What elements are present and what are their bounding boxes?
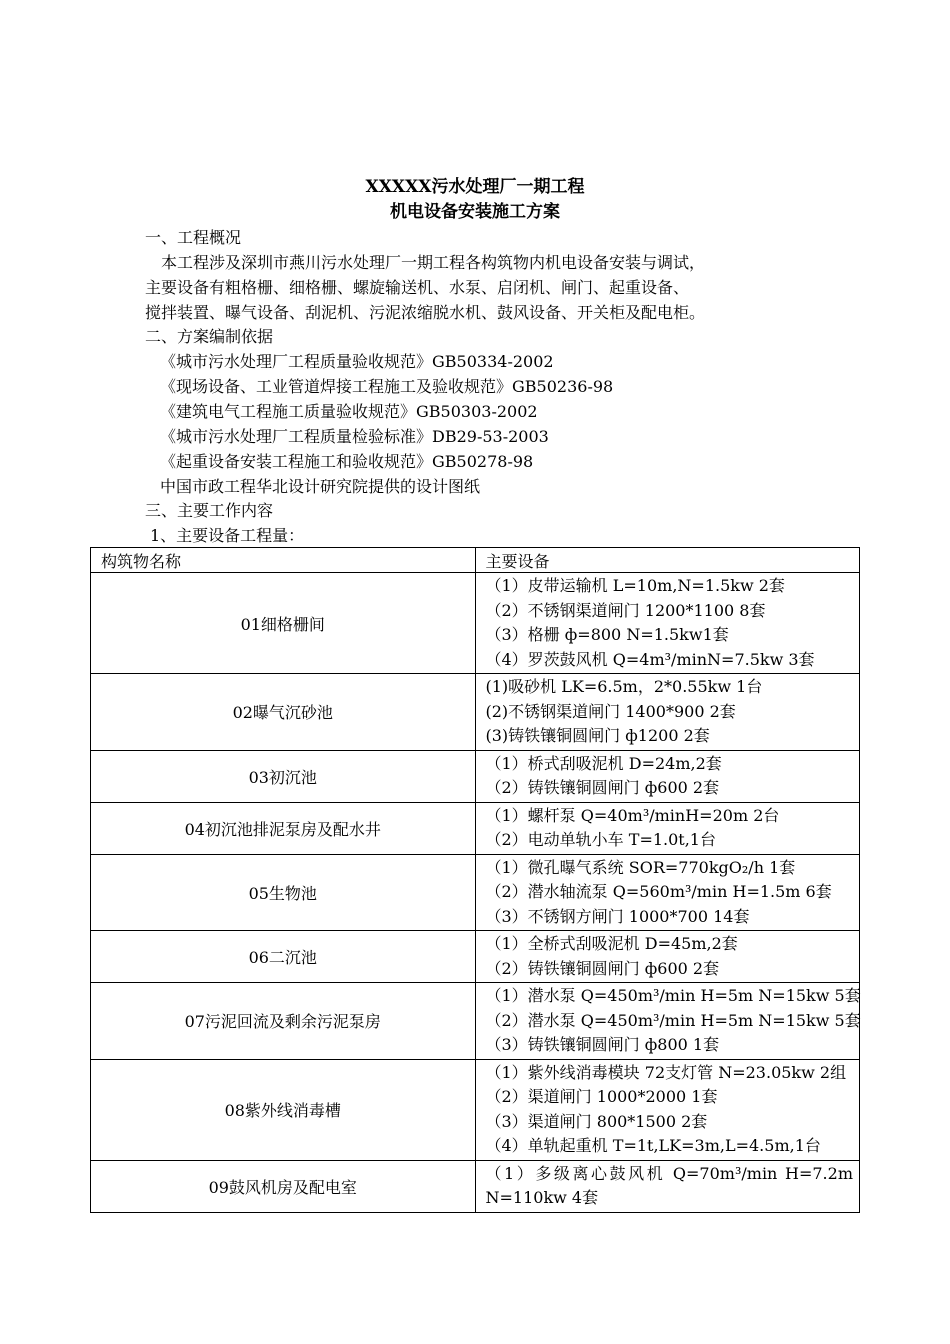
header-cell-equipment: 主要设备 [475,548,860,573]
structure-name: 09鼓风机房及配电室 [91,1160,476,1212]
structure-name: 03初沉池 [91,750,476,802]
equipment-list [475,573,860,674]
table-row [91,802,860,854]
overview-paragraph-line: 搅拌装置、曝气设备、刮泥机、污泥浓缩脱水机、鼓风设备、开关柜及配电柜。 [145,303,706,322]
table-row [91,983,860,1060]
reference-item: 《现场设备、工业管道焊接工程施工及验收规范》GB50236-98 [160,377,614,396]
equipment-item: （3）渠道闸门 800*1500 2套 [485,1111,708,1131]
document-title: XXXXX污水处理厂一期工程 [365,177,585,197]
equipment-list [475,1059,860,1160]
table-row [91,854,860,931]
equipment-list [475,983,860,1060]
table-row [91,573,860,674]
structure-name: 06二沉池 [91,931,476,983]
equipment-item: （3）铸铁镶铜圆闸门 ф800 1套 [485,1035,720,1054]
section-heading-work: 三、主要工作内容 [145,501,274,520]
structure-name: 01细格栅间 [91,573,476,674]
overview-paragraph-line: 本工程涉及深圳市燕川污水处理厂一期工程各构筑物内机电设备安装与调试， [161,253,706,272]
reference-item: 《城市污水处理厂工程质量检验标准》DB29-53-2003 [160,427,549,446]
header-cell-structure: 构筑物名称 [91,548,476,573]
reference-item: 《建筑电气工程施工质量验收规范》GB50303-2002 [160,402,538,421]
table-row [91,750,860,802]
equipment-item: （1）潜水泵 Q=450m³/min H=5m N=15kw 5套 [485,986,861,1005]
equipment-item: （2）潜水泵 Q=450m³/min H=5m N=15kw 5套 [485,1010,861,1030]
equipment-list [475,802,860,854]
equipment-item: （2）渠道闸门 1000*2000 1套 [485,1087,718,1106]
equipment-list [475,1160,860,1212]
equipment-list [475,854,860,931]
equipment-item: （1）桥式刮吸泥机 D=24m,2套 [485,753,722,773]
overview-paragraph-line: 主要设备有粗格栅、细格栅、螺旋输送机、水泵、启闭机、闸门、起重设备、 [145,278,690,297]
equipment-item: （2）潜水轴流泵 Q=560m³/min H=1.5m 6套 [485,882,832,901]
equipment-item: (3)铸铁镶铜圆闸门 ф1200 2套 [485,726,710,745]
equipment-list [475,750,860,802]
reference-item: 中国市政工程华北设计研究院提供的设计图纸 [160,477,481,496]
equipment-list [475,931,860,983]
structure-name: 07污泥回流及剩余污泥泵房 [91,983,476,1060]
table-header-row [91,548,860,573]
equipment-item: （4）单轨起重机 T=1t,LK=3m,L=4.5m,1台 [485,1136,821,1155]
equipment-list [475,674,860,751]
equipment-item: （1）微孔曝气系统 SOR=770kgO₂/h 1套 [485,857,796,877]
equipment-item: (2)不锈钢渠道闸门 1400*900 2套 [485,701,736,721]
structure-name: 08紫外线消毒槽 [91,1059,476,1160]
equipment-item: （2）不锈钢渠道闸门 1200*1100 8套 [485,600,766,620]
table-row [91,1059,860,1160]
table-row [91,674,860,751]
section-heading-basis: 二、方案编制依据 [145,327,274,346]
reference-item: 《起重设备安装工程施工和验收规范》GB50278-98 [160,452,534,471]
equipment-item: （1）多级离心鼓风机 Q=70m³/min H=7.2m N=110kw 4套 [485,1163,853,1207]
equipment-item: （1）皮带运输机 L=10m,N=1.5kw 2套 [485,576,785,595]
equipment-item: （3）不锈钢方闸门 1000*700 14套 [485,906,750,926]
structure-name: 02曝气沉砂池 [91,674,476,751]
equipment-item: (1)吸砂机 LK=6.5m，2*0.55kw 1台 [485,677,763,696]
reference-item: 《城市污水处理厂工程质量验收规范》GB50334-2002 [160,352,554,371]
structure-name: 04初沉池排泥泵房及配水井 [91,802,476,854]
structure-name: 05生物池 [91,854,476,931]
equipment-item: （1）紫外线消毒模块 72支灯管 N=23.05kw 2组 [485,1062,847,1082]
equipment-item: （4）罗茨鼓风机 Q=4m³/minN=7.5kw 3套 [485,649,815,669]
table-row [91,1160,860,1212]
equipment-item: （2）铸铁镶铜圆闸门 ф600 2套 [485,778,720,797]
table-row [91,931,860,983]
equipment-item: （3）格栅 ф=800 N=1.5kw1套 [485,625,729,644]
equipment-table [90,547,860,1213]
subsection-heading: 1、主要设备工程量： [150,526,305,545]
document-subtitle: 机电设备安装施工方案 [390,202,560,222]
equipment-item: （1）螺杆泵 Q=40m³/minH=20m 2台 [485,805,780,825]
section-heading-overview: 一、工程概况 [145,228,242,247]
equipment-item: （1）全桥式刮吸泥机 D=45m,2套 [485,934,738,953]
equipment-item: （2）电动单轨小车 T=1.0t,1台 [485,830,716,849]
equipment-item: （2）铸铁镶铜圆闸门 ф600 2套 [485,958,720,978]
